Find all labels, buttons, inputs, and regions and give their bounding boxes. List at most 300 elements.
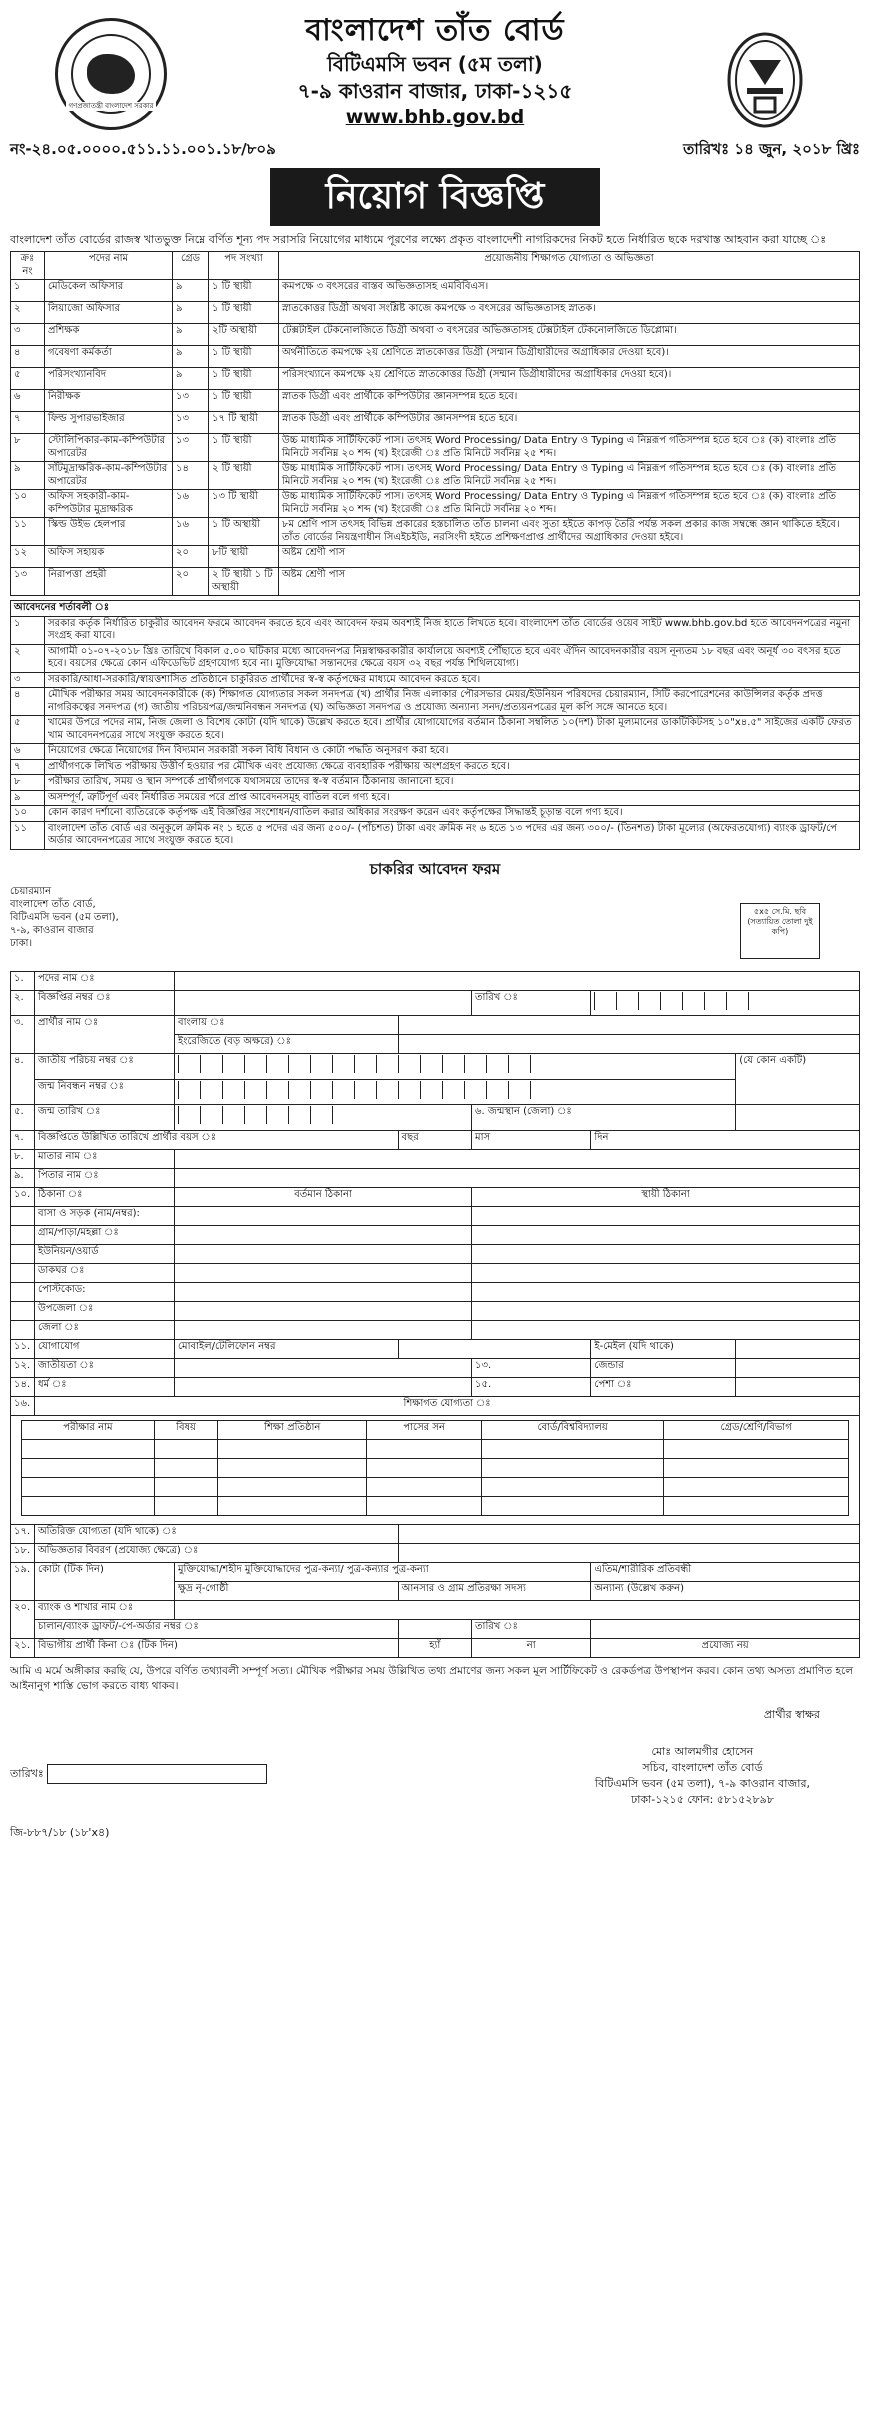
nationality-label: জাতীয়তা ঃ [35, 1358, 175, 1377]
table-cell: ২ [11, 302, 45, 324]
condition-row [11, 616, 860, 644]
table-cell: উচ্চ মাধ্যমিক সার্টিফিকেট পাস। তৎসহ Word Processing/ Data Entry ও Typing এ নিম্নরূপ গতিসম্পন্ন হতে হবে ঃ (ক) বাংলাঃ প্রতি মিনিটে সর্বনিম্ন ২০ শব্দ (খ) ইংরেজী ঃ প্রতি মিনিটে সর্বনিম্ন ২০ শব্দ। [279, 490, 860, 518]
condition-text: সরকারি/আধা-সরকারি/স্বায়ত্তশাসিত প্রতিষ্ঠানে চাকুরিরত প্রার্থীদের স্ব-স্ব কর্তৃপক্ষের মাধ্যমে আবেদন করতে হবে। [45, 672, 860, 688]
education-cell[interactable] [481, 1439, 663, 1458]
table-cell: ৯ [173, 324, 209, 346]
table-cell: ৬ [11, 390, 45, 412]
blank-cell [11, 1263, 35, 1282]
age-days-field[interactable]: দিন [591, 1130, 860, 1149]
address-row-label: জেলা ঃ [35, 1320, 175, 1339]
address-row [11, 1244, 860, 1263]
address-row [11, 1206, 860, 1225]
departmental-yes-option[interactable]: হ্যাঁ [398, 1638, 471, 1657]
address-row [11, 1263, 860, 1282]
permanent-address-field[interactable] [472, 1244, 860, 1263]
departmental-na-option[interactable]: প্রযোজ্য নয় [591, 1638, 860, 1657]
present-address-field[interactable] [175, 1263, 472, 1282]
bottom-section [10, 1734, 860, 1844]
addressee-line: ৭-৯, কাওরান বাজার [10, 924, 94, 936]
education-cell[interactable] [22, 1477, 155, 1496]
religion-field[interactable] [175, 1377, 472, 1396]
education-header-cell: পাসের সন [367, 1420, 482, 1439]
address-row [11, 1301, 860, 1320]
field-number: ১২. [11, 1358, 35, 1377]
education-cell[interactable] [367, 1439, 482, 1458]
circular-number-field[interactable] [175, 990, 472, 1016]
blank-cell [11, 1225, 35, 1244]
table-cell: মেডিকেল অফিসার [45, 280, 173, 302]
field-number: ১০. [11, 1187, 35, 1206]
post-name-label: পদের নাম ঃ [35, 971, 175, 990]
table-cell: ১৩ [173, 412, 209, 434]
table-row [11, 346, 860, 368]
quota-freedom-fighter-option[interactable]: মুক্তিযোদ্ধা/শহীদ মুক্তিযোদ্ধাদের পুত্র-কন্যা/ পুত্র-কন্যার পুত্র-কন্যা [175, 1562, 591, 1581]
blank-cell [11, 1282, 35, 1301]
father-name-field[interactable] [175, 1168, 860, 1187]
permanent-address-field[interactable] [472, 1282, 860, 1301]
permanent-address-field[interactable] [472, 1206, 860, 1225]
nid-field[interactable] [175, 1054, 736, 1080]
table-cell: ২ টি স্থায়ী [209, 462, 279, 490]
field-number: ৩. [11, 1016, 35, 1054]
address-label: ঠিকানা ঃ [35, 1187, 175, 1206]
table-cell: ২টি অস্থায়ী [209, 324, 279, 346]
board-logo-icon [725, 30, 805, 130]
table-cell: স্টোলিপিকার-কাম-কম্পিউটার অপারেটর [45, 434, 173, 462]
table-cell: নিরাপত্তা প্রহরী [45, 568, 173, 596]
table-cell: অষ্টম শ্রেণী পাস [279, 546, 860, 568]
table-row [11, 568, 860, 596]
education-cell[interactable] [664, 1439, 849, 1458]
education-header-cell: বোর্ড/বিশ্ববিদ্যালয় [481, 1420, 663, 1439]
table-cell: ৭ [11, 412, 45, 434]
field-number: ২. [11, 990, 35, 1016]
declaration-text: আমি এ মর্মে অঙ্গীকার করছি যে, উপরে বর্ণিত তথ্যাবলী সম্পূর্ণ সত্য। মৌখিক পরীক্ষার সময় উল্লিখিত তথ্য প্রমাণের জন্য সকল মূল সার্টিফিকেট ও রেকর্ডপত্র উপস্থাপন করব। কোন তথ্য অসত্য প্রমাণিত হলে আইনানুগ শাস্তি ভোগ করতে বাধ্য থাকব। [10, 1664, 854, 1692]
payorder-number-label: চালান/ব্যাংক ড্রাফট/-পে-অর্ডার নম্বর ঃ [35, 1619, 399, 1638]
table-cell: পরিসংখ্যানে কমপক্ষে ২য় শ্রেণিতে স্নাতকোত্তর ডিগ্রী (সম্মান ডিগ্রীধারীদের অগ্রাধিকার দেওয়া হবে)। [279, 368, 860, 390]
blank-cell [11, 1301, 35, 1320]
posts-header-cell: পদ সংখ্যা [209, 252, 279, 280]
condition-number: ২ [11, 644, 45, 672]
condition-text: কোন কারণ দর্শানো ব্যতিরেকে কর্তৃপক্ষ এই বিজ্ঞপ্তির সংশোধন/বাতিল করার অধিকার সংরক্ষণ করেন এবং কর্তৃপক্ষের সিদ্ধান্তই চূড়ান্ত বলে গণ্য হবে। [45, 806, 860, 822]
either-one-note: (যে কোন একটি) [736, 1054, 860, 1105]
condition-row [11, 716, 860, 744]
table-cell: অফিস সহায়ক [45, 546, 173, 568]
table-cell: ৯ [173, 368, 209, 390]
name-bangla-field[interactable] [398, 1016, 859, 1035]
table-cell: স্নাতক ডিগ্রী এবং প্রার্থীকে কম্পিউটার জ্ঞানসম্পন্ন হতে হবে। [279, 412, 860, 434]
table-cell: সাঁটমুদ্রাক্ষরিক-কাম-কম্পিউটার অপারেটর [45, 462, 173, 490]
payorder-number-field[interactable] [398, 1619, 471, 1638]
table-cell: অফিস সহকারী-কাম-কম্পিউটার মুদ্রাক্ষরিক [45, 490, 173, 518]
education-cell[interactable] [154, 1477, 217, 1496]
officer-designation: সচিব, বাংলাদেশ তাঁত বোর্ড [642, 1760, 763, 1774]
education-cell[interactable] [218, 1477, 367, 1496]
education-table [21, 1420, 849, 1516]
education-row [22, 1496, 849, 1515]
permanent-address-field[interactable] [472, 1225, 860, 1244]
table-cell: ১ টি স্থায়ী [209, 434, 279, 462]
table-cell: ১ টি স্থায়ী [209, 346, 279, 368]
table-cell: ১১ [11, 518, 45, 546]
header [10, 10, 860, 140]
education-cell[interactable] [154, 1496, 217, 1515]
table-cell: ১৩ [173, 434, 209, 462]
blank-cell [11, 1206, 35, 1225]
condition-text: সরকার কর্তৃক নির্ধারিত চাকুরীর আবেদন ফরমে আবেদন করতে হবে এবং আবেদন ফরম অবশ্যই নিজ হাতে লিখতে হবে। বাংলাদেশ তাঁত বোর্ডের ওয়েব সাইট www.bhb.gov.bd হতে আবেদনপত্রের নমুনা সংগ্রহ করা যাবে। [45, 616, 860, 644]
present-address-field[interactable] [175, 1206, 472, 1225]
table-cell: ২ টি স্থায়ী ১ টি অস্থায়ী [209, 568, 279, 596]
education-cell[interactable] [367, 1496, 482, 1515]
education-row [22, 1458, 849, 1477]
form-addressee [10, 885, 860, 971]
posts-header-cell: গ্রেড [173, 252, 209, 280]
table-cell: ৫ [11, 368, 45, 390]
departmental-label: বিভাগীয় প্রার্থী কিনা ঃ (টিক দিন) [35, 1638, 399, 1657]
permanent-address-field[interactable] [472, 1263, 860, 1282]
condition-number: ১০ [11, 806, 45, 822]
table-cell: ১ টি স্থায়ী [209, 302, 279, 324]
education-cell[interactable] [481, 1458, 663, 1477]
age-months-field[interactable]: মাস [472, 1130, 591, 1149]
permanent-address-field[interactable] [472, 1320, 860, 1339]
table-cell: ১২ [11, 546, 45, 568]
mother-name-field[interactable] [175, 1149, 860, 1168]
table-cell: ১৩ [173, 390, 209, 412]
education-header-cell: শিক্ষা প্রতিষ্ঠান [218, 1420, 367, 1439]
extra-qualification-field[interactable] [398, 1524, 859, 1543]
field-number: ১৪. [11, 1377, 35, 1396]
table-row [11, 518, 860, 546]
permanent-address-field[interactable] [472, 1301, 860, 1320]
table-cell: অর্থনীতিতে কমপক্ষে ২য় শ্রেণিতে স্নাতকোত্তর ডিগ্রী (সম্মান ডিগ্রীধারীদের অগ্রাধিকার দেওয়া হবে)। [279, 346, 860, 368]
form-date-label: তারিখঃ [10, 1766, 44, 1780]
condition-row [11, 759, 860, 775]
table-cell: উচ্চ মাধ্যমিক সার্টিফিকেট পাস। তৎসহ Word Processing/ Data Entry ও Typing এ নিম্নরূপ গতিসম্পন্ন হতে হবে ঃ (ক) বাংলাঃ প্রতি মিনিটে সর্বনিম্ন ২০ শব্দ (খ) ইংরেজী ঃ প্রতি মিনিটে সর্বনিম্ন ২৫ শব্দ। [279, 462, 860, 490]
present-address-field[interactable] [175, 1320, 472, 1339]
table-cell: ৯ [173, 346, 209, 368]
table-row [11, 490, 860, 518]
field-number: ১৬. [11, 1396, 35, 1415]
addressee-line: বাংলাদেশ তাঁত বোর্ড, [10, 898, 96, 910]
table-row [11, 280, 860, 302]
education-cell[interactable] [218, 1458, 367, 1477]
table-cell: ১ টি স্থায়ী [209, 390, 279, 412]
signature-label: প্রার্থীর স্বাক্ষর [763, 1708, 820, 1722]
form-date-field[interactable] [47, 1764, 267, 1784]
name-bangla-label: বাংলায় ঃ [175, 1016, 399, 1035]
quota-other-option[interactable]: অন্যান্য (উল্লেখ করুন) [591, 1581, 860, 1600]
occupation-field[interactable] [736, 1377, 860, 1396]
addressee-line: চেয়ারম্যান [10, 885, 52, 897]
field-number: ১৩. [472, 1358, 591, 1377]
birth-date-field[interactable] [175, 1105, 472, 1131]
education-cell[interactable] [22, 1439, 155, 1458]
memo-number: নং-২৪.০৫.০০০০.৫১১.১১.০০১.১৮/৮০৯ [10, 140, 276, 158]
table-cell: ২০ [173, 568, 209, 596]
education-cell[interactable] [22, 1496, 155, 1515]
religion-label: ধর্ম ঃ [35, 1377, 175, 1396]
condition-text: খামের উপরে পদের নাম, নিজ জেলা ও বিশেষ কোটা (যদি থাকে) উল্লেখ করতে হবে। প্রার্থীর যোগাযোগের বর্তমান ঠিকানা সম্বলিত ১০(দশ) টাকা মূল্যমানের ডাকটিকিটসহ ১০"x৪.৫" সাইজের একটি ফেরত খাম আবেদনপত্রের সাথে সংযুক্ত করতে হবে। [45, 716, 860, 744]
field-number: ১৯. [11, 1562, 35, 1600]
education-cell[interactable] [154, 1458, 217, 1477]
condition-row [11, 744, 860, 760]
form-date [10, 1764, 267, 1784]
org-name: বাংলাদেশ তাঁত বোর্ড [305, 13, 565, 48]
birth-place-label: ৬. জন্মস্থান (জেলা) ঃ [472, 1105, 736, 1131]
table-cell: ১৭ টি স্থায়ী [209, 412, 279, 434]
reference-line [10, 140, 860, 164]
table-cell: ১ [11, 280, 45, 302]
condition-number: ৪ [11, 688, 45, 716]
present-address-field[interactable] [175, 1244, 472, 1263]
table-cell: ১৩ [11, 568, 45, 596]
table-cell: কমপক্ষে ৩ বৎসরের বাস্তব অভিজ্ঞতাসহ এমবিবিএস। [279, 280, 860, 302]
condition-number: ১ [11, 616, 45, 644]
table-row [11, 390, 860, 412]
mother-name-label: মাতার নাম ঃ [35, 1149, 175, 1168]
education-cell[interactable] [22, 1458, 155, 1477]
education-cell[interactable] [664, 1496, 849, 1515]
org-website-link[interactable]: www.bhb.gov.bd [345, 105, 525, 128]
quota-ethnic-option[interactable]: ক্ষুদ্র নৃ-গোষ্ঠী [175, 1581, 399, 1600]
posts-header-cell: প্রয়োজনীয় শিক্ষাগত যোগ্যতা ও অভিজ্ঞতা [279, 252, 860, 280]
condition-text: নিয়োগের ক্ষেত্রে নিয়োগের দিন বিদ্যমান সরকারী সকল বিধি বিধান ও কোটা পদ্ধতি অনুসরণ করা হবে। [45, 744, 860, 760]
name-english-field[interactable] [398, 1035, 859, 1054]
field-number: ১৮. [11, 1543, 35, 1562]
condition-text: প্রার্থীগণকে লিখিত পরীক্ষায় উত্তীর্ণ হওয়ার পর মৌখিক এবং প্রযোজ্য ক্ষেত্রে ব্যবহারিক পরীক্ষায় অংশগ্রহণ করতে হবে। [45, 759, 860, 775]
address-row [11, 1320, 860, 1339]
table-cell: ৯ [173, 302, 209, 324]
address-row-label: ডাকঘর ঃ [35, 1263, 175, 1282]
field-number: ১৫. [472, 1377, 591, 1396]
table-cell: ৪ [11, 346, 45, 368]
table-cell: ৮ [11, 434, 45, 462]
name-english-label: ইংরেজিতে (বড় অক্ষরে) ঃ [175, 1035, 399, 1054]
condition-row [11, 688, 860, 716]
field-number: ৮. [11, 1149, 35, 1168]
table-cell: ৯ [11, 462, 45, 490]
education-row [22, 1477, 849, 1496]
departmental-no-option[interactable]: না [472, 1638, 591, 1657]
gender-field[interactable] [736, 1358, 860, 1377]
age-years-field[interactable]: বছর [398, 1130, 471, 1149]
father-name-label: পিতার নাম ঃ [35, 1168, 175, 1187]
posts-header-cell: পদের নাম [45, 252, 173, 280]
experience-label: অভিজ্ঞতার বিবরণ (প্রযোজ্য ক্ষেত্রে) ঃ [35, 1543, 399, 1562]
table-cell: ৯ [173, 280, 209, 302]
condition-number: ৭ [11, 759, 45, 775]
form-title: চাকরির আবেদন ফরম [369, 859, 501, 878]
quota-ansar-option[interactable]: আনসার ও গ্রাম প্রতিরক্ষা সদস্য [398, 1581, 591, 1600]
condition-text: পরীক্ষার তারিখ, সময় ও স্থান সম্পর্কে প্রার্থীগণকে যথাসময়ে তাদের স্ব-স্ব বর্তমান ঠিকানায় জানানো হবে। [45, 775, 860, 791]
officer-block [595, 1744, 810, 1808]
officer-phone: ঢাকা-১২১৫ ফোন: ৫৮১৫২৮৯৮ [631, 1792, 774, 1806]
quota-label: কোটা (টিক দিন) [35, 1562, 175, 1600]
table-cell: উচ্চ মাধ্যমিক সার্টিফিকেট পাস। তৎসহ Word Processing/ Data Entry ও Typing এ নিম্নরূপ গতিসম্পন্ন হতে হবে ঃ (ক) বাংলাঃ প্রতি মিনিটে সর্বনিম্ন ২০ শব্দ (খ) ইংরেজী ঃ প্রতি মিনিটে সর্বনিম্ন ২৫ শব্দ। [279, 434, 860, 462]
table-cell: ফিল্ড সুপারভাইজার [45, 412, 173, 434]
extra-qualification-label: অতিরিক্ত যোগ্যতা (যদি থাকে) ঃ [35, 1524, 399, 1543]
condition-number: ৫ [11, 716, 45, 744]
age-label: বিজ্ঞপ্তিতে উল্লিখিত তারিখে প্রার্থীর বয়স ঃ [35, 1130, 399, 1149]
occupation-label: পেশা ঃ [591, 1377, 736, 1396]
table-cell: ১৬ [173, 518, 209, 546]
blank-cell [11, 1320, 35, 1339]
table-cell: গবেষণা কর্মকর্তা [45, 346, 173, 368]
birth-place-field[interactable] [736, 1105, 860, 1131]
table-cell: ১০ [11, 490, 45, 518]
birth-date-label: জন্ম তারিখ ঃ [35, 1105, 175, 1131]
condition-number: ৬ [11, 744, 45, 760]
government-seal-icon [55, 18, 167, 130]
education-cell[interactable] [218, 1439, 367, 1458]
education-header-cell: বিষয় [154, 1420, 217, 1439]
table-row [11, 302, 860, 324]
education-cell[interactable] [367, 1458, 482, 1477]
phone-field[interactable] [398, 1339, 591, 1358]
education-label: শিক্ষাগত যোগ্যতা ঃ [35, 1396, 860, 1415]
email-field[interactable] [736, 1339, 860, 1358]
condition-row [11, 790, 860, 806]
condition-row [11, 672, 860, 688]
condition-text: আগামী ০১-০৭-২০১৮ খ্রিঃ তারিখে বিকাল ৫.০০ ঘটিকার মধ্যে আবেদনপত্র নিম্নস্বাক্ষরকারীর কার্যালয়ে অবশ্যই পৌঁছাতে হবে এবং ঐদিন আবেদনকারীর বয়স নূন্যতম ১৮ বছর এবং অনূর্ধ ৩০ বৎসর হতে হবে। বয়সের ক্ষেত্রে কোন এফিডেভিট গ্রহণযোগ্য হবে না। মুক্তিযোদ্ধা সন্তানদের ক্ষেত্রে বয়স ৩২ বছর পর্যন্ত শিথিলযোগ্য। [45, 644, 860, 672]
birth-reg-field[interactable] [175, 1079, 736, 1105]
education-cell[interactable] [481, 1496, 663, 1515]
address-row-label: বাসা ও সড়ক (নাম/নম্বর): [35, 1206, 175, 1225]
table-row [11, 546, 860, 568]
nid-label: জাতীয় পরিচয় নম্বর ঃ [35, 1054, 175, 1080]
education-cell[interactable] [367, 1477, 482, 1496]
address-row [11, 1225, 860, 1244]
table-cell: ১ টি অস্থায়ী [209, 518, 279, 546]
condition-number: ৮ [11, 775, 45, 791]
addressee-line: ঢাকা। [10, 937, 33, 949]
field-number: ১১. [11, 1339, 35, 1358]
condition-row [11, 821, 860, 849]
birth-reg-label: জন্ম নিবন্ধন নম্বর ঃ [35, 1079, 175, 1105]
table-row [11, 368, 860, 390]
blank-cell [11, 1244, 35, 1263]
table-cell: প্রশিক্ষক [45, 324, 173, 346]
education-row [22, 1439, 849, 1458]
education-header-cell: পরীক্ষার নাম [22, 1420, 155, 1439]
payorder-date-label: তারিখ ঃ [472, 1619, 591, 1638]
address-row-label: পোস্টকোড: [35, 1282, 175, 1301]
education-cell[interactable] [154, 1439, 217, 1458]
education-cell[interactable] [218, 1496, 367, 1515]
posts-header-cell: ক্রঃ নং [11, 252, 45, 280]
quota-orphan-disabled-option[interactable]: এতিম/শারীরিক প্রতিবন্ধী [591, 1562, 860, 1581]
applicant-name-label: প্রার্থীর নাম ঃ [35, 1016, 175, 1054]
contact-label: যোগাযোগ [35, 1339, 175, 1358]
email-label: ই-মেইল (যদি থাকে) [591, 1339, 736, 1358]
field-number: ১৭. [11, 1524, 35, 1543]
conditions-title: আবেদনের শর্তাবলী ঃ [11, 601, 860, 617]
table-row [11, 462, 860, 490]
field-number: ২০. [11, 1600, 35, 1638]
post-name-field[interactable] [175, 971, 860, 990]
education-cell[interactable] [664, 1458, 849, 1477]
org-address: ৭-৯ কাওরান বাজার, ঢাকা-১২১৫ [297, 78, 573, 103]
condition-row [11, 806, 860, 822]
circular-date-field[interactable] [591, 990, 860, 1016]
present-address-field[interactable] [175, 1301, 472, 1320]
address-row-label: ইউনিয়ন/ওয়ার্ড [35, 1244, 175, 1263]
photo-box: ৫x৫ সে.মি. ছবি (সত্যায়িত তোলা দুই কপি) [740, 903, 820, 959]
field-number: ২১. [11, 1638, 35, 1657]
table-cell: ৮টি স্থায়ী [209, 546, 279, 568]
footer-code: জি-৮৮৭/১৮ (১৮'x৪) [10, 1825, 110, 1839]
field-number: ১. [11, 971, 35, 990]
address-row [11, 1282, 860, 1301]
experience-field[interactable] [398, 1543, 859, 1562]
condition-row [11, 775, 860, 791]
table-cell: ১৩ টি স্থায়ী [209, 490, 279, 518]
officer-name: মোঃ আলমগীর হোসেন [651, 1744, 754, 1758]
field-number: ৭. [11, 1130, 35, 1149]
condition-text: অসম্পূর্ণ, ত্রুটিপূর্ণ এবং নির্ধারিত সময়ের পরে প্রাপ্ত আবেদনসমূহ বাতিল বলে গণ্য হবে। [45, 790, 860, 806]
table-cell: লিয়াজো অফিসার [45, 302, 173, 324]
condition-number: ৩ [11, 672, 45, 688]
circular-number-label: বিজ্ঞপ্তির নম্বর ঃ [35, 990, 175, 1016]
bank-name-label: ব্যাংক ও শাখার নাম ঃ [35, 1600, 175, 1619]
present-address-field[interactable] [175, 1225, 472, 1244]
table-cell: অষ্টম শ্রেণী পাস [279, 568, 860, 596]
issue-date: তারিখঃ ১৪ জুন, ২০১৮ খ্রিঃ [683, 140, 860, 158]
table-cell: টেক্সটাইল টেকনোলজিতে ডিগ্রী অথবা ৩ বৎসরের অভিজ্ঞতাসহ টেক্সটাইল টেকনোলজিতে ডিপ্লোমা। [279, 324, 860, 346]
nationality-field[interactable] [175, 1358, 472, 1377]
condition-text: বাংলাদেশ তাঁত বোর্ড এর অনুকূলে ক্রমিক নং ১ হতে ৫ পদের এর জন্য ৫০০/- (পাঁচশত) টাকা এবং ক্রমিক নং ৬ হতে ১৩ পদের এর জন্য ৩০০/- (তিনশত) টাকা মূল্যের (অফেরতযোগ্য) ব্যাংক ড্রাফট/পে অর্ডার আবেদনপত্রের সাথে সংযুক্ত করতে হবে। [45, 821, 860, 849]
application-form-table [10, 971, 860, 1658]
present-address-heading: বর্তমান ঠিকানা [175, 1187, 472, 1206]
org-building: বিটিএমসি ভবন (৫ম তলা) [327, 51, 543, 76]
posts-table [10, 251, 860, 596]
table-cell: ১৪ [173, 462, 209, 490]
addressee-line: বিটিএমসি ভবন (৫ম তলা), [10, 911, 119, 923]
table-cell: নিরীক্ষক [45, 390, 173, 412]
education-cell[interactable] [664, 1477, 849, 1496]
bank-name-field[interactable] [175, 1600, 860, 1619]
conditions-table [10, 600, 860, 850]
table-cell: ২০ [173, 546, 209, 568]
payorder-date-field[interactable] [591, 1619, 860, 1638]
table-cell: স্কিল্ড উইভ হেলপার [45, 518, 173, 546]
table-cell: ৮ম শ্রেণি পাস তৎসহ বিভিন্ন প্রকারের হস্তচালিত তাঁত চালনা এবং সুতা হইতে কাপড় তৈরি পর্যন্ত সকল প্রকার কাজ সম্বন্ধে জ্ঞান থাকিতে হইবে। তাঁত বোর্ডের নিয়ন্ত্রণাধীন সিএইচইডি, নরসিংদী হইতে প্রশিক্ষণপ্রাপ্ত প্রার্থীদের অগ্রাধিকার দেওয়া হইবে। [279, 518, 860, 546]
circular-date-label: তারিখ ঃ [472, 990, 591, 1016]
address-row-label: গ্রাম/পাড়া/মহল্লা ঃ [35, 1225, 175, 1244]
seal-text: গণপ্রজাতন্ত্রী বাংলাদেশ সরকার [66, 102, 157, 111]
condition-number: ৯ [11, 790, 45, 806]
condition-text: মৌখিক পরীক্ষার সময় আবেদনকারীকে (ক) শিক্ষাগত যোগ্যতার সকল সনদপত্র (খ) প্রার্থীর নিজ এলাকার পৌরসভার মেয়র/ইউনিয়ন পরিষদের চেয়ারম্যান, সিটি করপোরেশনের কাউন্সিলর কর্তৃক প্রদত্ত নাগরিকত্বের সনদপত্র (গ) জাতীয় পরিচয়পত্র/জন্মনিবন্ধন সনদপত্র (ঘ) অভিজ্ঞতা সনদপত্র ও প্রযোজ্য অন্যান্য সনদ/প্রত্যয়নপত্রের মূল কপি সঙ্গে আনতে হবে। [45, 688, 860, 716]
field-number: ৪. [11, 1054, 35, 1105]
present-address-field[interactable] [175, 1282, 472, 1301]
table-cell: ১৬ [173, 490, 209, 518]
table-cell: ১ টি স্থায়ী [209, 368, 279, 390]
condition-number: ১১ [11, 821, 45, 849]
education-cell[interactable] [481, 1477, 663, 1496]
permanent-address-heading: স্থায়ী ঠিকানা [472, 1187, 860, 1206]
officer-address: বিটিএমসি ভবন (৫ম তলা), ৭-৯ কাওরান বাজার, [594, 1776, 810, 1790]
table-cell: ৩ [11, 324, 45, 346]
field-number: ৫. [11, 1105, 35, 1131]
table-row [11, 324, 860, 346]
gender-label: জেন্ডার [591, 1358, 736, 1377]
phone-label: মোবাইল/টেলিফোন নম্বর [175, 1339, 399, 1358]
notice-title: নিয়োগ বিজ্ঞপ্তি [270, 168, 600, 226]
table-row [11, 412, 860, 434]
table-row [11, 434, 860, 462]
intro-text: বাংলাদেশ তাঁত বোর্ডের রাজস্ব খাতভুক্ত নিম্নে বর্ণিত শূন্য পদ সরাসরি নিয়োগের মাধ্যমে পূরণের লক্ষ্যে প্রকৃত বাংলাদেশী নাগরিকদের নিকট হতে নির্ধারিত ছকে দরখাস্ত আহবান করা যাচ্ছে ঃ [10, 233, 827, 246]
